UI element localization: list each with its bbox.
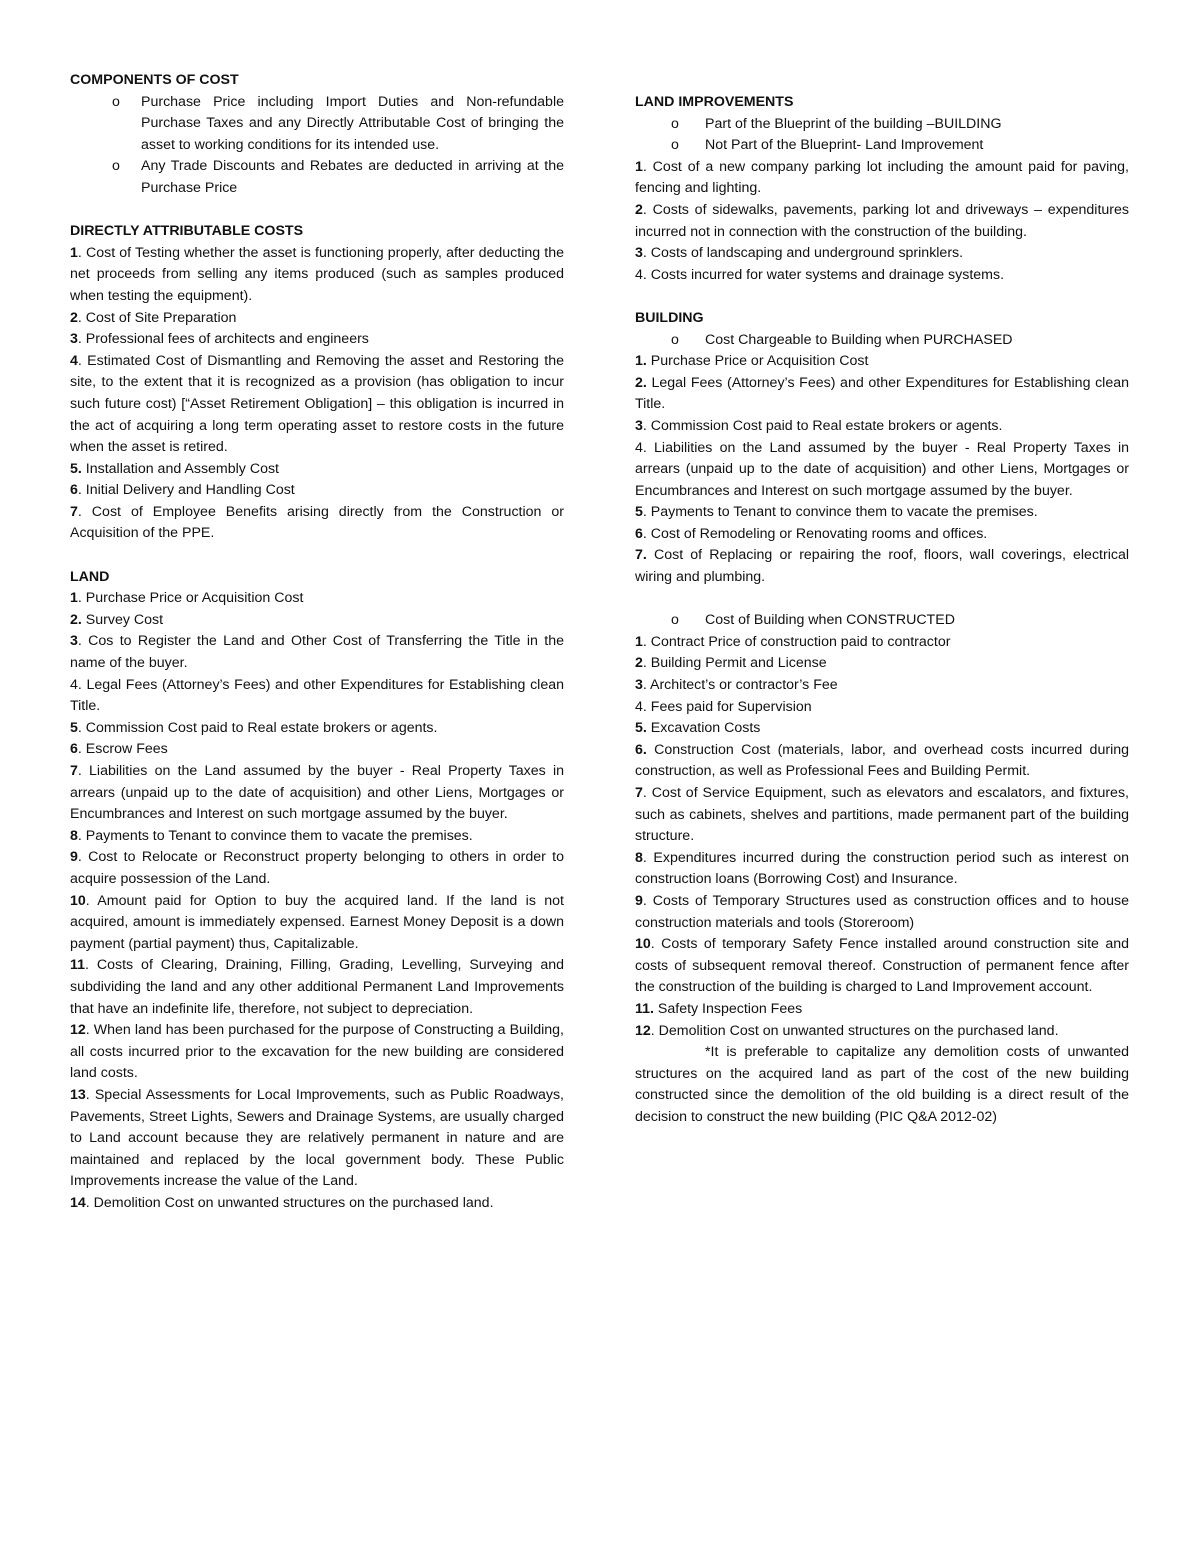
list-item: 5. Installation and Assembly Cost (70, 460, 279, 477)
list-item: 11. Costs of Clearing, Draining, Filling, Grading, Levelling, Surveying and subdividing the land and any other additional Permanent Land Improvements that have an indefinite life, therefore, not subject to depreciation. (70, 957, 564, 1017)
list-item: 10. Costs of temporary Safety Fence installed around construction site and costs of subsequent removal thereof. Construction of permanent fence after the construction of the building is charged to Land Improvement account. (635, 936, 1129, 996)
list-item: 1. Cost of a new company parking lot including the amount paid for paving, fencing and lighting. (635, 158, 1129, 197)
land-heading: LAND (70, 568, 110, 585)
building-constructed-bullet: o Cost of Building when CONSTRUCTED (635, 610, 1129, 632)
spacer (635, 286, 1129, 308)
list-item: 10. Amount paid for Option to buy the acquired land. If the land is not acquired, amount is immediately expensed. Earnest Money Deposit is a down payment (partial payment) thus, Capitalizable. (70, 892, 564, 952)
list-item: 14. Demolition Cost on unwanted structures on the purchased land. (70, 1194, 494, 1211)
list-item: 4. Fees paid for Supervision (635, 698, 812, 715)
list-item: 6. Construction Cost (materials, labor, and overhead costs incurred during construction, as well as Professional Fees and Building Permit. (635, 741, 1129, 780)
bullet-mark: o (671, 137, 679, 154)
land-improvements-heading: LAND IMPROVEMENTS (635, 94, 794, 110)
right-column (635, 92, 1129, 1129)
land-improvements-bullet-1: o Part of the Blueprint of the building –BUILDING (635, 114, 1129, 136)
list-item: 5. Excavation Costs (635, 720, 761, 737)
list-item: 7. Liabilities on the Land assumed by the buyer - Real Property Taxes in arrears (unpaid up to the date of acquisition) and other Liens, Mortgages or Encumbrances and Interest on such mortgage assumed by the buyer. (70, 763, 564, 823)
list-item: 7. Cost of Employee Benefits arising directly from the Construction or Acquisition of the PPE. (70, 503, 564, 542)
list-item: 4. Legal Fees (Attorney’s Fees) and other Expenditures for Establishing clean Title. (70, 676, 564, 715)
list-item: 12. When land has been purchased for the purpose of Constructing a Building, all costs incurred prior to the excavation for the new building are considered land costs. (70, 1022, 564, 1082)
building-constructed-list (635, 632, 1129, 1042)
building-purchased-list (635, 351, 1129, 589)
list-item: 1. Purchase Price or Acquisition Cost (70, 590, 304, 607)
list-item: 3. Architect’s or contractor’s Fee (635, 677, 838, 694)
list-item: 3. Commission Cost paid to Real estate brokers or agents. (635, 417, 1003, 434)
land-improvements-list (635, 157, 1129, 287)
bullet-mark: o (112, 93, 120, 110)
building-heading: BUILDING (635, 309, 704, 326)
list-item: 3. Cos to Register the Land and Other Cost of Transferring the Title in the name of the buyer. (70, 633, 564, 672)
land-list (70, 588, 564, 1214)
list-item: 13. Special Assessments for Local Improvements, such as Public Roadways, Pavements, Street Lights, Sewers and Drainage Systems, are usually charged to Land account because they are relatively permanent in nature and are maintained and replaced by the local government body. These Public Improvements increase the value of the Land. (70, 1086, 564, 1190)
land-improvements-bullet-2: o Not Part of the Blueprint- Land Improvement (635, 135, 1129, 157)
list-item: 8. Expenditures incurred during the construction period such as interest on construction loans (Borrowing Cost) and Insurance. (635, 849, 1129, 888)
list-item: 7. Cost of Replacing or repairing the roof, floors, wall coverings, electrical wiring and plumbing. (635, 547, 1129, 586)
demolition-note: *It is preferable to capitalize any demolition costs of unwanted structures on the acquired land as part of the cost of the new building constructed since the demolition of the old building is a direct result of the decision to construct the new building (PIC Q&A 2012-02) (635, 1044, 1129, 1125)
list-item: 12. Demolition Cost on unwanted structures on the purchased land. (635, 1022, 1059, 1039)
list-item: 2. Legal Fees (Attorney’s Fees) and other Expenditures for Establishing clean Title. (635, 374, 1129, 413)
list-item: 4. Costs incurred for water systems and drainage systems. (635, 266, 1005, 283)
list-item: 2. Survey Cost (70, 611, 164, 628)
list-item: 8. Payments to Tenant to convince them to vacate the premises. (70, 827, 473, 844)
list-item: 9. Cost to Relocate or Reconstruct property belonging to others in order to acquire possession of the Land. (70, 849, 564, 887)
bullet-mark: o (671, 115, 679, 132)
bullet-mark: o (671, 331, 679, 348)
list-item: 1. Cost of Testing whether the asset is functioning properly, after deducting the net proceeds from selling any items produced (such as samples produced when testing the equipment). (70, 244, 564, 304)
list-item: 3. Costs of landscaping and underground sprinklers. (635, 245, 964, 262)
list-item: 4. Liabilities on the Land assumed by the buyer - Real Property Taxes in arrears (unpaid up to the date of acquisition) and other Liens, Mortgages or Encumbrances and Interest on such mortgage assumed by the buyer. (635, 439, 1129, 499)
components-heading: COMPONENTS OF COST (70, 72, 239, 88)
list-item: 4. Estimated Cost of Dismantling and Removing the asset and Restoring the site, to the extent that it is recognized as a provision (has obligation to incur such future cost) [“Asset Retirement Obligation] – this obligation is incurred in the act of acquiring a long term operating asset to restore costs in the future when the asset is retired. (70, 352, 564, 456)
list-item: 1. Purchase Price or Acquisition Cost (635, 353, 869, 370)
list-item: 1. Contract Price of construction paid to contractor (635, 633, 951, 650)
list-item: 5. Payments to Tenant to convince them to vacate the premises. (635, 504, 1038, 521)
bullet-mark: o (112, 158, 120, 175)
list-item: 6. Initial Delivery and Handling Cost (70, 482, 295, 499)
spacer (635, 589, 1129, 611)
list-item: 9. Costs of Temporary Structures used as construction offices and to house construction materials and tools (Storeroom) (635, 892, 1129, 931)
list-item: 2. Cost of Site Preparation (70, 309, 237, 326)
bullet-mark: o (671, 612, 679, 629)
list-item: 3. Professional fees of architects and engineers (70, 331, 369, 348)
directly-heading: DIRECTLY ATTRIBUTABLE COSTS (70, 223, 304, 240)
list-item: 7. Cost of Service Equipment, such as elevators and escalators, and fixtures, such as cabinets, shelves and partitions, made permanent part of the building structure. (635, 785, 1129, 845)
components-bullet-2: o Any Trade Discounts and Rebates are deducted in arriving at the Purchase Price (112, 158, 564, 196)
components-bullet-1: o Purchase Price including Import Duties and Non-refundable Purchase Taxes and any Directly Attributable Cost of bringing the asset to working conditions for its intended use. (112, 93, 564, 153)
spacer (70, 545, 564, 567)
list-item: 11. Safety Inspection Fees (635, 1000, 803, 1017)
list-item: 2. Costs of sidewalks, pavements, parking lot and driveways – expenditures incurred not in connection with the construction of the building. (635, 201, 1129, 240)
spacer (70, 200, 564, 222)
building-purchased-bullet: o Cost Chargeable to Building when PURCHASED (635, 330, 1129, 352)
list-item: 6. Cost of Remodeling or Renovating rooms and offices. (635, 525, 988, 542)
list-item: 6. Escrow Fees (70, 741, 168, 758)
left-column (70, 70, 564, 1214)
directly-list (70, 243, 564, 545)
list-item: 5. Commission Cost paid to Real estate brokers or agents. (70, 719, 438, 736)
list-item: 2. Building Permit and License (635, 655, 827, 672)
